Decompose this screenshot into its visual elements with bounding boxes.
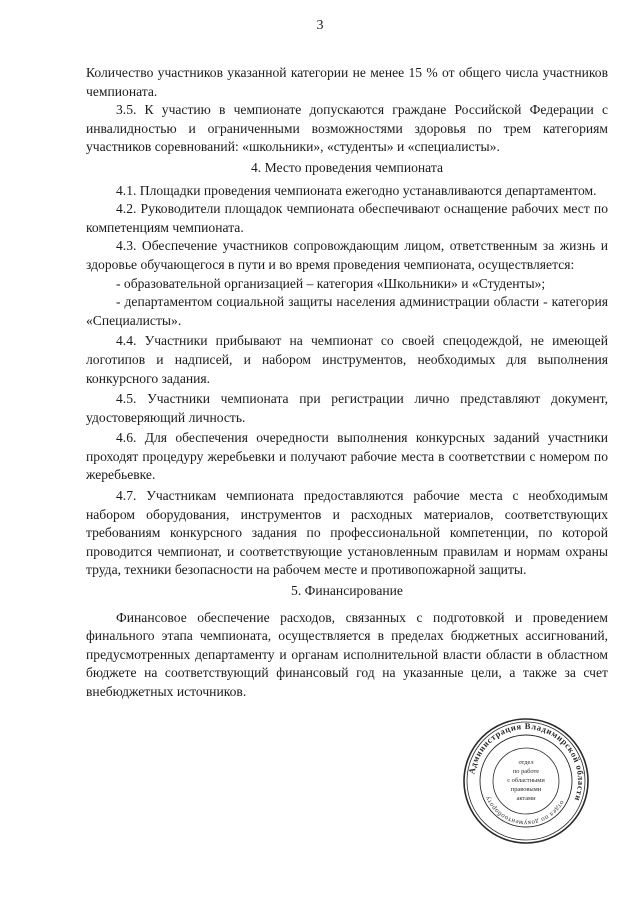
paragraph-3-5: 3.5. К участию в чемпионате допускаются граждане Российской Федерации с инвалидностью и ограниченными возможностями здоровья по трем категориям участников соревнований: «школьники», «студенты» и «специалисты».	[86, 102, 608, 155]
paragraph-4-5: 4.5. Участники чемпионата при регистрации лично представляют документ, удостоверяющий личность.	[86, 391, 608, 425]
list-item-educational-org: - образовательной организацией – категория «Школьники» и «Студенты»;	[116, 275, 546, 291]
paragraph-4-7: 4.7. Участникам чемпионата предоставляются рабочие места с необходимым набором оборудования, инструментов и расходных материалов, соответствующих требованиям конкурсного задания по профессиональной компетенции, по которой проводится чемпионат, и соответствующие установленным правилам и нормам охраны труда, техники безопасности на рабочем месте и противопожарной защиты.	[86, 488, 608, 578]
paragraph-4-3: 4.3. Обеспечение участников сопровождающим лицом, ответственным за жизнь и здоровье обучающегося в пути и во время проведения чемпионата, осуществляется:	[86, 238, 608, 272]
paragraph-financing: Финансовое обеспечение расходов, связанных с подготовкой и проведением финального этапа чемпионата, осуществляется в пределах бюджетных ассигнований, предусмотренных департаменту и органам исполнительной власти области в областном бюджете на соответствующий финансовый год на указанные цели, а также за счет внебюджетных источников.	[86, 609, 608, 699]
section-heading-4: 4. Место проведения чемпионата	[251, 159, 443, 175]
stamp-center-line-3: с областными	[507, 777, 545, 784]
list-item-social-protection: - департаментом социальной защиты населения администрации области - категория «Специалисты».	[86, 294, 608, 328]
page-number: 3	[316, 18, 324, 33]
paragraph-4-2: 4.2. Руководители площадок чемпионата обеспечивают оснащение рабочих мест по компетенциям чемпионата.	[86, 201, 608, 235]
paragraph-4-1: 4.1. Площадки проведения чемпионата ежегодно устанавливаются департаментом.	[116, 182, 597, 198]
stamp-center-line-2: по работе	[512, 768, 540, 775]
stamp-center-line-1: отдел	[518, 759, 534, 766]
paragraph-4-6: 4.6. Для обеспечения очередности выполнения конкурсных заданий участники проходят процедуру жеребьевки и получают рабочие места в соответствии с номером по жеребьевке.	[86, 430, 608, 483]
paragraph-4-4: 4.4. Участники прибывают на чемпионат со своей спецодеждой, не имеющей логотипов и надписей, и набором инструментов, необходимых для выполнения конкурсного задания.	[86, 333, 608, 386]
stamp-outer-textpath: Администрация Владимирской области	[466, 720, 587, 803]
stamp-center-line-4: правовыми	[510, 786, 542, 793]
section-heading-5: 5. Финансирование	[291, 583, 403, 599]
stamp-center-line-5: актами	[516, 795, 536, 802]
official-stamp	[462, 717, 590, 845]
paragraph-participants-count: Количество участников указанной категории не менее 15 % от общего числа участников чемпионата.	[86, 65, 608, 99]
stamp-inner-textpath: отдел по документообороту	[484, 794, 566, 827]
document-body	[86, 64, 608, 702]
stamp-seal-icon	[462, 717, 590, 845]
